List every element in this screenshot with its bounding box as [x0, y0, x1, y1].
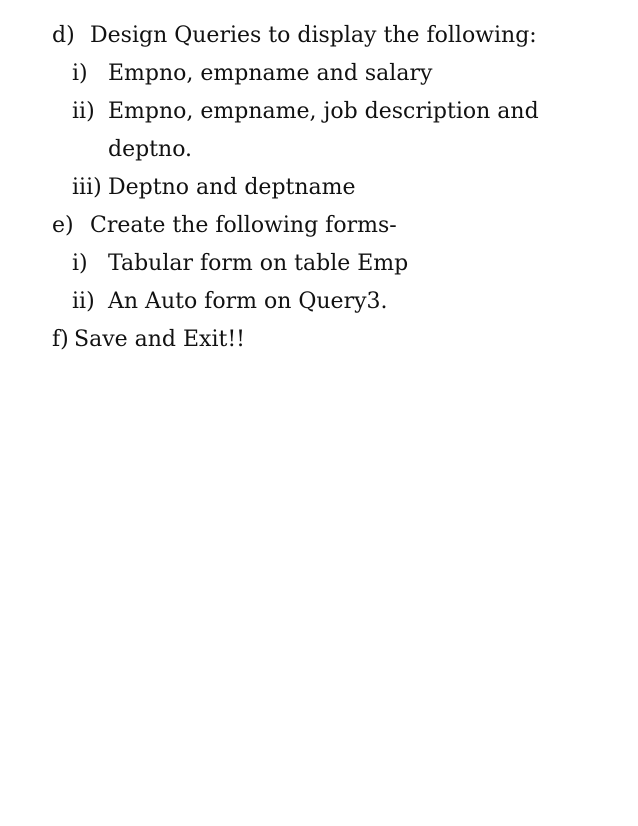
sub-list-item	[72, 288, 388, 316]
sub-list-item	[72, 98, 539, 126]
list-item-text: deptno.	[108, 137, 193, 162]
list-item-text: Empno, empname, job description and	[108, 99, 539, 124]
list-item	[52, 326, 245, 354]
list-item-text: Tabular form on table Emp	[108, 251, 409, 276]
list-marker: i)	[72, 251, 88, 276]
list-item-text: Empno, empname and salary	[108, 61, 433, 86]
sub-list-item	[72, 60, 432, 88]
sub-list-item	[72, 250, 408, 278]
list-item-text: Deptno and deptname	[108, 175, 356, 200]
sub-list-item	[72, 174, 356, 202]
list-item-text: An Auto form on Query3.	[108, 289, 388, 314]
list-marker: f)	[52, 327, 69, 352]
list-marker: d)	[52, 23, 75, 48]
list-marker: ii)	[72, 99, 95, 124]
list-item-text: Save and Exit!!	[74, 327, 246, 352]
sub-list-item-continuation	[108, 136, 192, 164]
list-marker: i)	[72, 61, 88, 86]
list-marker: iii)	[72, 175, 102, 200]
list-item	[52, 22, 537, 50]
list-marker: e)	[52, 213, 74, 238]
list-item-text: Create the following forms-	[90, 213, 397, 238]
list-item-text: Design Queries to display the following:	[90, 23, 537, 48]
list-item	[52, 212, 397, 240]
list-marker: ii)	[72, 289, 95, 314]
